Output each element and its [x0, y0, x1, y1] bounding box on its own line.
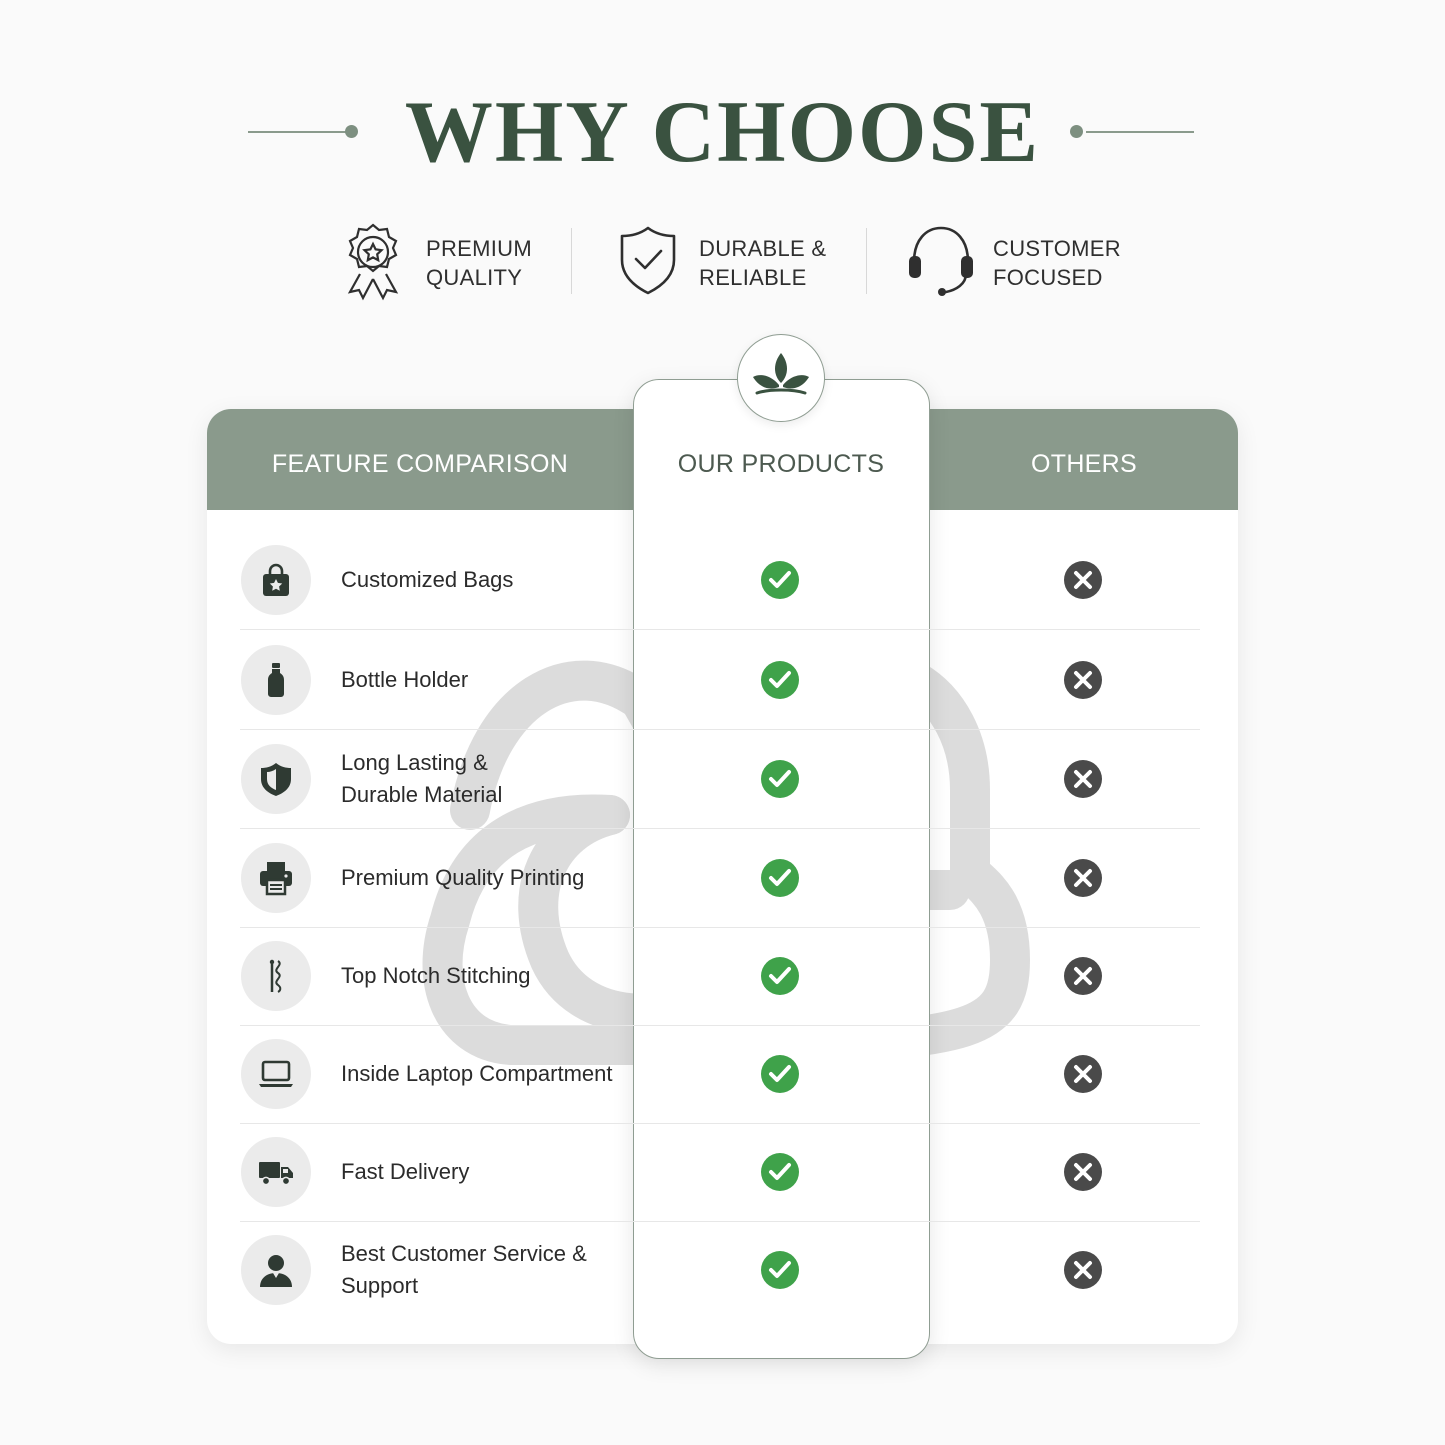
badge-line1: CUSTOMER: [993, 236, 1121, 261]
table-row: [0, 926, 1445, 1024]
feature-icon-circle: [241, 744, 311, 814]
badge-divider: [866, 228, 867, 294]
cross-icon: [1063, 858, 1103, 898]
check-icon: [760, 956, 800, 996]
table-row: [0, 630, 1445, 728]
cross-icon: [1063, 759, 1103, 799]
leaf-badge: [737, 334, 825, 422]
check-icon: [760, 1250, 800, 1290]
table-row: [0, 828, 1445, 926]
feature-label: Customized Bags: [341, 567, 514, 592]
title-dot-right: [1070, 125, 1083, 138]
badge-line2: FOCUSED: [993, 265, 1103, 290]
feature-label: Long Lasting & Durable Material: [341, 750, 503, 807]
feature-icon-circle: [241, 1235, 311, 1305]
feature-icon-circle: [241, 1039, 311, 1109]
header-feature-comparison: FEATURE COMPARISON: [271, 450, 569, 478]
check-icon: [760, 1054, 800, 1094]
check-icon: [760, 660, 800, 700]
header-others: OTHERS: [1031, 450, 1137, 478]
badge-divider: [571, 228, 572, 294]
feature-label: Best Customer Service & Support: [341, 1241, 587, 1298]
cross-icon: [1063, 560, 1103, 600]
feature-label: Bottle Holder: [341, 667, 469, 692]
headset-icon: [906, 222, 976, 302]
check-icon: [760, 560, 800, 600]
table-row: [0, 530, 1445, 628]
cross-icon: [1063, 956, 1103, 996]
feature-icon-circle: [241, 1137, 311, 1207]
cross-icon: [1063, 1152, 1103, 1192]
feature-icon-circle: [241, 941, 311, 1011]
badge-line2: RELIABLE: [699, 265, 807, 290]
shield-check-icon: [614, 222, 684, 302]
check-icon: [760, 759, 800, 799]
leaf-icon: [751, 349, 811, 409]
badge-line1: PREMIUM: [426, 236, 532, 261]
title-rule-right: [1086, 131, 1194, 133]
award-rosette-icon: [338, 222, 408, 302]
feature-label: Inside Laptop Compartment: [341, 1061, 613, 1086]
feature-label: Fast Delivery: [341, 1159, 470, 1184]
feature-label: Top Notch Stitching: [341, 963, 531, 988]
cross-icon: [1063, 660, 1103, 700]
table-row: [0, 1122, 1445, 1220]
feature-icon-circle: [241, 545, 311, 615]
badge-line1: DURABLE &: [699, 236, 827, 261]
cross-icon: [1063, 1250, 1103, 1290]
feature-icon-circle: [241, 645, 311, 715]
feature-label: Premium Quality Printing: [341, 865, 585, 890]
cross-icon: [1063, 1054, 1103, 1094]
table-row: [0, 1024, 1445, 1122]
feature-icon-circle: [241, 843, 311, 913]
check-icon: [760, 858, 800, 898]
title-area: [0, 78, 1445, 188]
table-row: [0, 729, 1445, 827]
badge-line2: QUALITY: [426, 265, 523, 290]
header-our-products: OUR PRODUCTS: [677, 450, 885, 478]
table-row: [0, 1220, 1445, 1318]
check-icon: [760, 1152, 800, 1192]
page-title: WHY CHOOSE: [404, 84, 1041, 181]
